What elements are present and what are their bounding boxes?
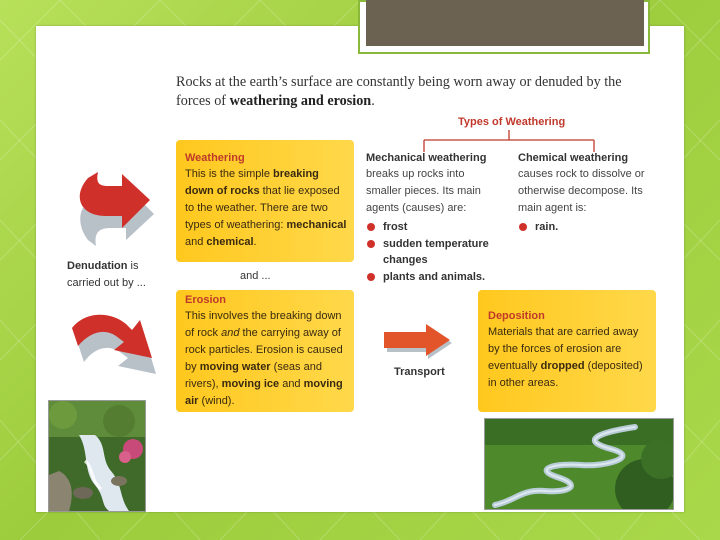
mechanical-weathering-column [366, 150, 498, 285]
list-item [518, 219, 650, 236]
meandering-river-photo [484, 418, 674, 510]
bullet-icon [367, 273, 375, 281]
and-label: and ... [240, 270, 271, 282]
mechanical-item-plants: plants and animals. [383, 270, 486, 283]
bullet-icon [519, 223, 527, 231]
mechanical-item-temperature: sudden temperature changes [383, 237, 489, 266]
denudation-bold: Denudation [67, 260, 128, 272]
erosion-text [185, 308, 351, 410]
erosion-t2: the carrying away of rock particles. Erosion is caused by [185, 327, 343, 373]
erosion-b3: moving air [185, 378, 343, 407]
weathering-b3: chemical [206, 236, 254, 248]
mechanical-text: breaks up rocks into smaller pieces. Its main agents (causes) are: [366, 168, 481, 214]
deposition-t1: Materials that are carried away by the forces of erosion are eventually [488, 326, 639, 372]
list-item [366, 236, 498, 269]
weathering-t4: . [253, 236, 257, 248]
weathering-card [176, 140, 354, 262]
denudation-text: is carried out by ... [67, 260, 146, 289]
transport-label: Transport [394, 366, 445, 378]
transport-arrow-icon [384, 324, 456, 360]
deposition-title: Deposition [488, 310, 545, 322]
mechanical-agents-list [366, 219, 498, 285]
curved-arrow-bottom-icon [68, 308, 164, 384]
mechanical-item-frost: frost [383, 221, 408, 233]
chemical-weathering-column [518, 150, 650, 236]
river-image [485, 419, 673, 509]
erosion-i1: and [221, 327, 240, 339]
weathering-b1: breaking down of rocks [185, 168, 319, 197]
bullet-icon [367, 240, 375, 248]
types-bracket-lines [420, 130, 600, 152]
waterfall-photo [48, 400, 146, 512]
erosion-t4: and [279, 378, 304, 390]
intro-paragraph [176, 73, 646, 111]
intro-bold: weathering and erosion [229, 93, 372, 109]
deposition-text [488, 324, 652, 392]
weathering-text [185, 166, 349, 251]
erosion-b1: moving water [199, 361, 271, 373]
list-item [366, 219, 498, 236]
deposition-b1: dropped [540, 360, 585, 372]
intro-text-a: Rocks at the earth’s surface are constantly being worn away or denuded by the forces of [176, 74, 622, 109]
weathering-t3: and [185, 236, 207, 248]
types-of-weathering-heading: Types of Weathering [458, 116, 566, 128]
waterfall-image [49, 401, 145, 511]
chemical-item-rain: rain. [535, 221, 559, 233]
erosion-t1: This involves the breaking down of rock [185, 310, 342, 339]
chemical-text: causes rock to dissolve or otherwise decompose. Its main agent is: [518, 168, 645, 214]
list-item [366, 269, 498, 286]
erosion-t5: (wind). [198, 395, 235, 407]
curved-arrow-top-icon [62, 170, 162, 254]
chemical-title: Chemical weathering [518, 152, 629, 164]
erosion-title: Erosion [185, 294, 226, 306]
weathering-t1: This is the simple [185, 168, 274, 180]
erosion-t3: (seas and rivers), [185, 361, 322, 390]
deposition-card [478, 290, 656, 412]
deposition-t2: (deposited) in other areas. [488, 360, 643, 389]
chemical-agents-list [518, 219, 650, 236]
weathering-t2: that lie exposed to the weather. There are two types of weathering: [185, 185, 340, 231]
mechanical-title: Mechanical weathering [366, 152, 487, 164]
weathering-b2: mechanical [286, 219, 347, 231]
erosion-b2: moving ice [221, 378, 280, 390]
weathering-title: Weathering [185, 152, 245, 164]
intro-text-b: . [371, 93, 375, 109]
bullet-icon [367, 223, 375, 231]
denudation-label [67, 258, 167, 292]
erosion-card [176, 290, 354, 412]
